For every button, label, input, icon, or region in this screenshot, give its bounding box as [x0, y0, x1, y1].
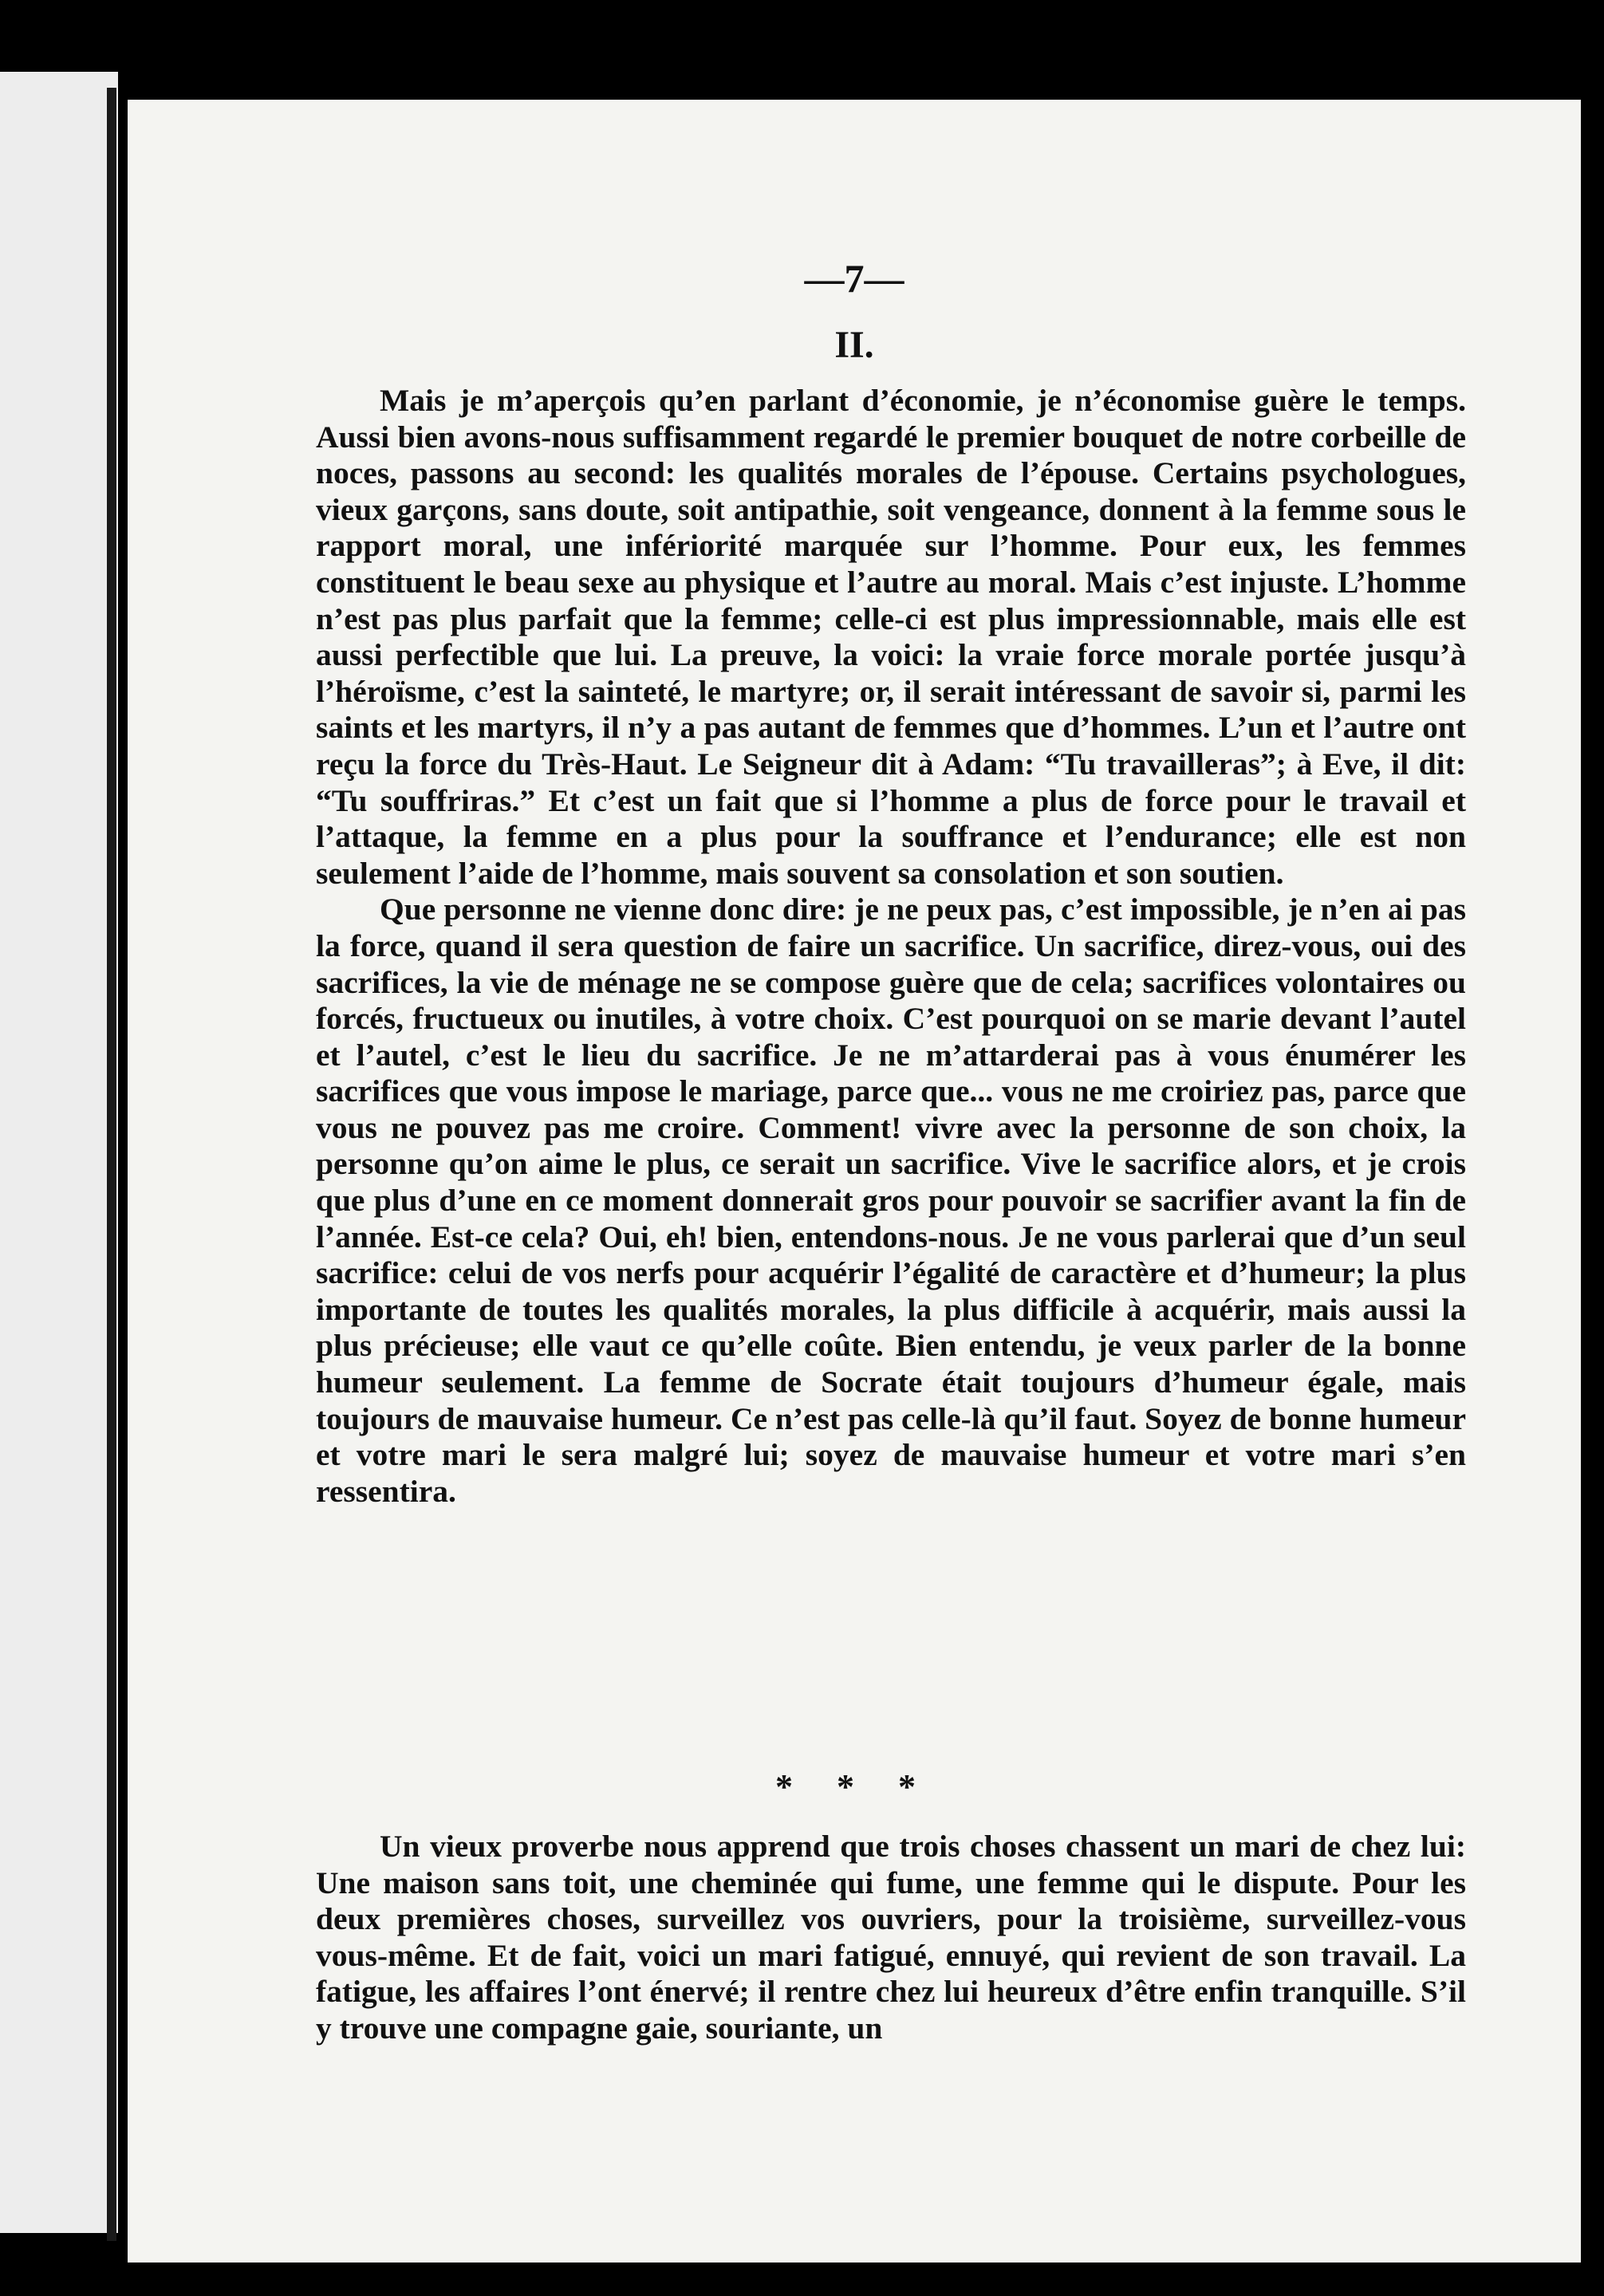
facing-page-edge — [0, 72, 118, 2233]
paragraph: Mais je m’aperçois qu’en parlant d’économie, je n’économise guère le temps. Aussi bien avons-nous suffisamment regardé le premier bouquet de notre corbeille de noces, passons au second: les qualités morales de l’épouse. Certains psychologues, vieux garçons, sans doute, soit antipathie, soit vengeance, donnent à la femme sous le rapport moral, une infériorité marquée sur l’homme. Pour eux, les femmes constituent le beau sexe au physique et l’autre au moral. Mais c’est injuste. L’homme n’est pas plus parfait que la femme; celle-ci est plus impressionnable, mais elle est aussi perfectible que lui. La preuve, la voici: la vraie force morale portée jusqu’à l’héroïsme, c’est la sainteté, le martyre; or, il serait intéressant de savoir si, parmi les saints et les martyrs, il n’y a pas autant de femmes que d’hommes. L’un et l’autre ont reçu la force du Très-Haut. Le Seigneur dit à Adam: “Tu travailleras”; à Eve, il dit: “Tu souffriras.” Et c’est un fait que si l’homme a plus de force pour le travail et l’attaque, la femme en a plus pour la souffrance et l’endurance; elle est non seulement l’aide de l’homme, mais souvent sa consolation et son soutien. — [316, 383, 1466, 891]
book-page — [128, 100, 1581, 2263]
asterism-separator: * * * — [775, 1767, 933, 1806]
body-text-lower — [316, 1829, 1466, 2047]
section-heading: II. — [834, 324, 874, 366]
page-number: —7— — [804, 256, 904, 301]
body-text-upper — [316, 383, 1466, 1510]
paragraph: Que personne ne vienne donc dire: je ne peux pas, c’est impossible, je n’en ai pas la force, quand il sera question de faire un sacrifice. Un sacrifice, direz-vous, oui des sacrifices, la vie de ménage ne se compose guère que de cela; sacrifices volontaires ou forcés, fructueux ou inutiles, à votre choix. C’est pourquoi on se marie devant l’autel et l’autel, c’est le lieu du sacrifice. Je ne m’attarderai pas à vous énumérer les sacrifices que vous impose le mariage, parce que... vous ne me croiriez pas, parce que vous ne pouvez pas me croire. Comment! vivre avec la personne de son choix, la personne qu’on aime le plus, ce serait un sacrifice. Vive le sacrifice alors, et je crois que plus d’une en ce moment donnerait gros pour pouvoir se sacrifier avant la fin de l’année. Est-ce cela? Oui, eh! bien, entendons-nous. Je ne vous parlerai que d’un seul sacrifice: celui de vos nerfs pour acquérir l’égalité de caractère et d’humeur; la plus importante de toutes les qualités morales, la plus difficile à acquérir, mais aussi la plus précieuse; elle vaut ce qu’elle coûte. Bien entendu, je veux parler de la bonne humeur seulement. La femme de Socrate était toujours d’humeur égale, mais toujours de mauvaise humeur. Ce n’est pas celle-là qu’il faut. Soyez de bonne humeur et votre mari le sera malgré lui; soyez de mauvaise humeur et votre mari s’en ressentira. — [316, 892, 1466, 1509]
book-gutter — [107, 88, 116, 2241]
paragraph: Un vieux proverbe nous apprend que trois choses chassent un mari de chez lui: Une maison sans toit, une cheminée qui fume, une femme qui le dispute. Pour les deux premières choses, surveillez vos ouvriers, pour la troisième, surveillez-vous vous-même. Et de fait, voici un mari fatigué, ennuyé, qui revient de son travail. La fatigue, les affaires l’ont énervé; il rentre chez lui heureux d’être enfin tranquille. S’il y trouve une compagne gaie, souriante, un — [316, 1829, 1466, 2046]
